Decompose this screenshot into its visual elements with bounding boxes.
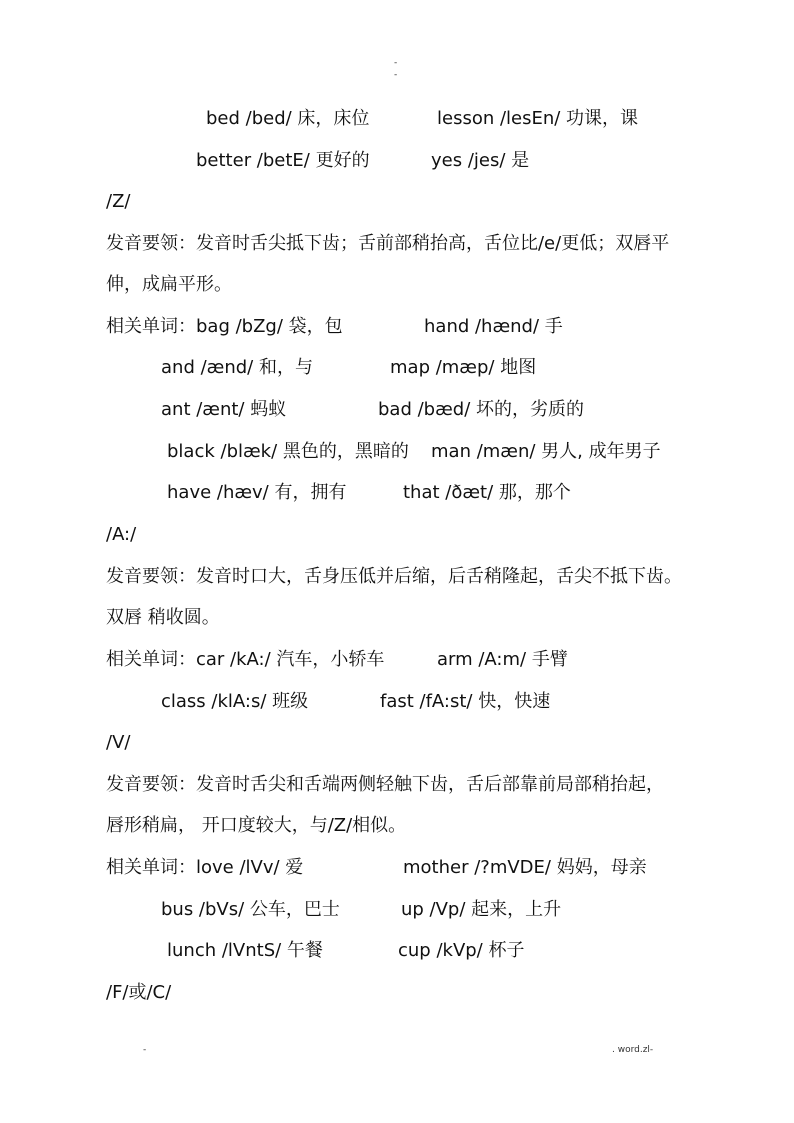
text-line: 相关单词：car /kA:/ 汽车，小轿车 (106, 649, 385, 670)
text-line: ant /ænt/ 蚂蚁 (161, 399, 287, 420)
text-line: class /klA:s/ 班级 (161, 691, 309, 712)
footer-right-mark: . word.zl- (612, 1045, 654, 1055)
header-mark-bottom: - (394, 70, 398, 80)
text-line: 伸，成扁平形。 (106, 274, 232, 295)
text-line: 发音要领：发音时口大，舌身压低并后缩，后舌稍隆起，舌尖不抵下齿。 (106, 566, 682, 587)
section-heading: /V/ (106, 732, 131, 753)
text-line: have /hæv/ 有，拥有 (167, 482, 347, 503)
text-line: 发音要领：发音时舌尖和舌端两侧轻触下齿，舌后部靠前局部稍抬起， (106, 774, 664, 795)
text-line: 相关单词：love /lVv/ 爱 (106, 857, 304, 878)
text-line: and /ænd/ 和，与 (161, 357, 313, 378)
text-line: bus /bVs/ 公车，巴士 (161, 899, 340, 920)
text-line: map /mæp/ 地图 (390, 357, 537, 378)
footer-left-mark: - (143, 1045, 147, 1055)
text-line: better /betE/ 更好的 (196, 150, 370, 171)
text-line: lesson /lesEn/ 功课，课 (437, 108, 639, 129)
section-heading: /A:/ (106, 524, 137, 545)
text-line: mother /?mVDE/ 妈妈，母亲 (403, 857, 647, 878)
text-line: up /Vp/ 起来，上升 (401, 899, 562, 920)
section-heading: /Z/ (106, 191, 131, 212)
text-line: cup /kVp/ 杯子 (398, 940, 525, 961)
text-line: hand /hænd/ 手 (424, 316, 563, 337)
text-line: 发音要领：发音时舌尖抵下齿；舌前部稍抬高，舌位比/e/更低；双唇平 (106, 233, 670, 254)
text-line: fast /fA:st/ 快，快速 (380, 691, 551, 712)
text-line: bed /bed/ 床，床位 (206, 108, 370, 129)
text-line: lunch /lVntS/ 午餐 (167, 940, 323, 961)
text-line: 相关单词：bag /bZg/ 袋，包 (106, 316, 343, 337)
section-heading: /F/或/C/ (106, 982, 172, 1003)
text-line: man /mæn/ 男人, 成年男子 (431, 441, 661, 462)
header-mark-top: - (394, 58, 398, 68)
text-line: 唇形稍扁， 开口度较大，与/Z/相似。 (106, 815, 407, 836)
text-line: arm /A:m/ 手臂 (437, 649, 568, 670)
text-line: yes /jes/ 是 (431, 150, 530, 171)
text-line: that /ðæt/ 那，那个 (403, 482, 571, 503)
text-line: black /blæk/ 黑色的，黑暗的 (167, 441, 409, 462)
text-line: 双唇 稍收圆。 (106, 607, 220, 628)
text-line: bad /bæd/ 坏的，劣质的 (378, 399, 584, 420)
